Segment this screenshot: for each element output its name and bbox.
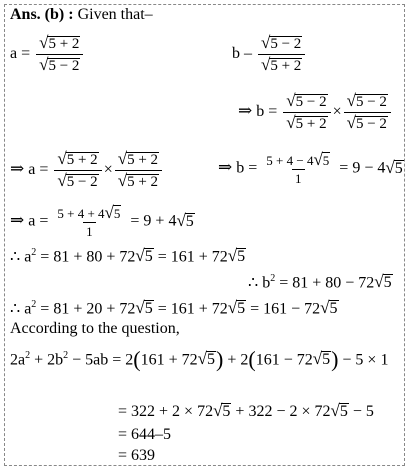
b-squared: ∴ $b^2 = 81 + 80 - 72√5$	[248, 272, 392, 292]
term-2b: + 2b	[30, 351, 64, 369]
term-5ab: − 5ab = 2	[68, 351, 134, 369]
root: 5	[237, 300, 246, 318]
b-denominator: 5 + 2	[270, 58, 302, 74]
question-text: According to the question,	[10, 320, 180, 337]
root: 5	[237, 248, 246, 266]
a-definition	[10, 34, 85, 75]
a-lhs: a =	[28, 212, 49, 230]
therefore-sign: ∴	[10, 248, 21, 266]
a-lhs: a	[24, 300, 32, 318]
a-fraction-2: $\frac{√5 + 2}{√5 + 2}$	[115, 150, 162, 191]
exponent: 2	[270, 273, 276, 284]
answer-header	[10, 6, 153, 24]
a-rationalize	[10, 150, 164, 191]
given-text: Given that–	[77, 6, 153, 23]
b-result: = 9 − 4	[339, 159, 386, 177]
denominator: 5 + 2	[127, 174, 159, 190]
times-sign: ×	[332, 103, 342, 121]
numerator: 5 − 2	[295, 94, 327, 110]
main-expression: $2a^2 + 2b^2 - 5ab = 2(161 + 72√5) + 2(161 - 72√5) - 5 \times 1$	[10, 346, 389, 372]
therefore-sign: ∴	[248, 274, 259, 292]
answer-label: Ans. (b) :	[10, 6, 74, 23]
a-simplify-fraction: $\frac{5 + 4 + 4√5}{1}$	[57, 203, 121, 239]
therefore-sign: ∴	[10, 300, 21, 318]
a-simplify: ⇒ a = $\frac{5 + 4 + 4√5}{1}$ = 9 + 4√5	[10, 203, 194, 239]
a-squared-2: ∴ $a^2 = 81 + 20 + 72√5 = 161 + 72√5 = 161 - 72√5$	[10, 298, 338, 318]
b-fraction: $\frac{√5 - 2}{√5 + 2}$	[258, 34, 305, 75]
step-1-a: = 322 + 2 × 72	[118, 403, 214, 420]
numerator-root: 5	[113, 206, 121, 221]
b-rationalize	[238, 92, 393, 133]
denominator: 1	[292, 169, 305, 186]
implies-arrow: ⇒	[238, 101, 253, 121]
denominator: 5 − 2	[66, 174, 98, 190]
implies-arrow: ⇒	[10, 159, 25, 179]
a-lhs: a =	[28, 161, 49, 179]
numerator: 5 + 4 + 4	[57, 206, 105, 221]
b-squared-result: = 81 + 80 − 72	[279, 274, 375, 292]
step-1-b: + 322 − 2 × 72	[231, 403, 331, 420]
exponent: 2	[63, 350, 69, 361]
paren-2: 161 − 72	[255, 351, 313, 369]
exponent: 2	[31, 247, 37, 258]
denominator: 5 − 2	[355, 116, 387, 132]
a-fraction-1: $\frac{√5 + 2}{√5 - 2}$	[54, 150, 101, 191]
b-result-root: 5	[394, 159, 403, 177]
b-definition	[232, 34, 307, 75]
b-lhs: b	[262, 274, 271, 292]
plus-2: + 2	[223, 351, 249, 369]
a-fraction: $\frac{√5 + 2}{√5 - 2}$	[36, 34, 83, 75]
numerator: 5 + 4 − 4	[266, 153, 314, 168]
a-result-root: 5	[185, 212, 194, 230]
b-simplify: ⇒ b = $\frac{5 + 4 - 4√5}{1}$ = 9 − 4√5	[218, 150, 403, 186]
numerator: 5 + 2	[127, 152, 159, 168]
root: 5	[144, 300, 153, 318]
b-lhs: b =	[256, 103, 278, 121]
a-lhs: a =	[10, 45, 31, 63]
implies-arrow: ⇒	[10, 210, 25, 230]
root: 5	[329, 300, 338, 318]
numerator-root: 5	[322, 153, 330, 168]
step-2: = 644–5	[118, 426, 172, 443]
times-sign: ×	[103, 161, 113, 179]
a-numerator: 5 + 2	[48, 36, 80, 52]
expansion: = 81 + 20 + 72	[40, 300, 136, 318]
exponent: 2	[31, 299, 37, 310]
root: 5	[322, 351, 331, 369]
result-2: = 161 − 72	[250, 300, 321, 318]
a-result: = 9 + 4	[130, 212, 177, 230]
root: 5	[383, 274, 392, 292]
term-2a: 2a	[10, 351, 26, 369]
result: = 161 + 72	[157, 300, 228, 318]
root: 5	[222, 403, 231, 420]
a-lhs: a	[24, 248, 32, 266]
implies-arrow: ⇒	[218, 157, 233, 177]
denominator: 1	[83, 222, 96, 239]
b-fraction-1: $\frac{√5 - 2}{√5 + 2}$	[283, 92, 330, 133]
step-1-c: − 5	[348, 403, 374, 420]
numerator: 5 + 2	[66, 152, 98, 168]
b-simplify-fraction: $\frac{5 + 4 - 4√5}{1}$	[266, 150, 330, 186]
root: 5	[339, 403, 348, 420]
a-denominator: 5 − 2	[48, 58, 80, 74]
b-numerator: 5 − 2	[270, 36, 302, 52]
numerator: 5 − 2	[355, 94, 387, 110]
b-fraction-2: $\frac{√5 - 2}{√5 - 2}$	[344, 92, 391, 133]
b-lhs: b =	[236, 159, 258, 177]
expansion: = 81 + 80 + 72	[40, 248, 136, 266]
denominator: 5 + 2	[295, 116, 327, 132]
paren-1: 161 + 72	[140, 351, 198, 369]
tail: − 5 × 1	[338, 351, 389, 369]
step-3: = 639	[118, 447, 156, 464]
b-lhs: b –	[232, 45, 252, 63]
root: 5	[207, 351, 215, 369]
exponent: 2	[25, 350, 31, 361]
step-1: = 322 + 2 × 72√5 + 322 − 2 × 72√5 − 5	[118, 401, 374, 420]
a-squared-result: = 161 + 72	[157, 248, 228, 266]
a-squared: ∴ $a^2 = 81 + 80 + 72√5 = 161 + 72√5$	[10, 246, 246, 266]
root: 5	[144, 248, 153, 266]
